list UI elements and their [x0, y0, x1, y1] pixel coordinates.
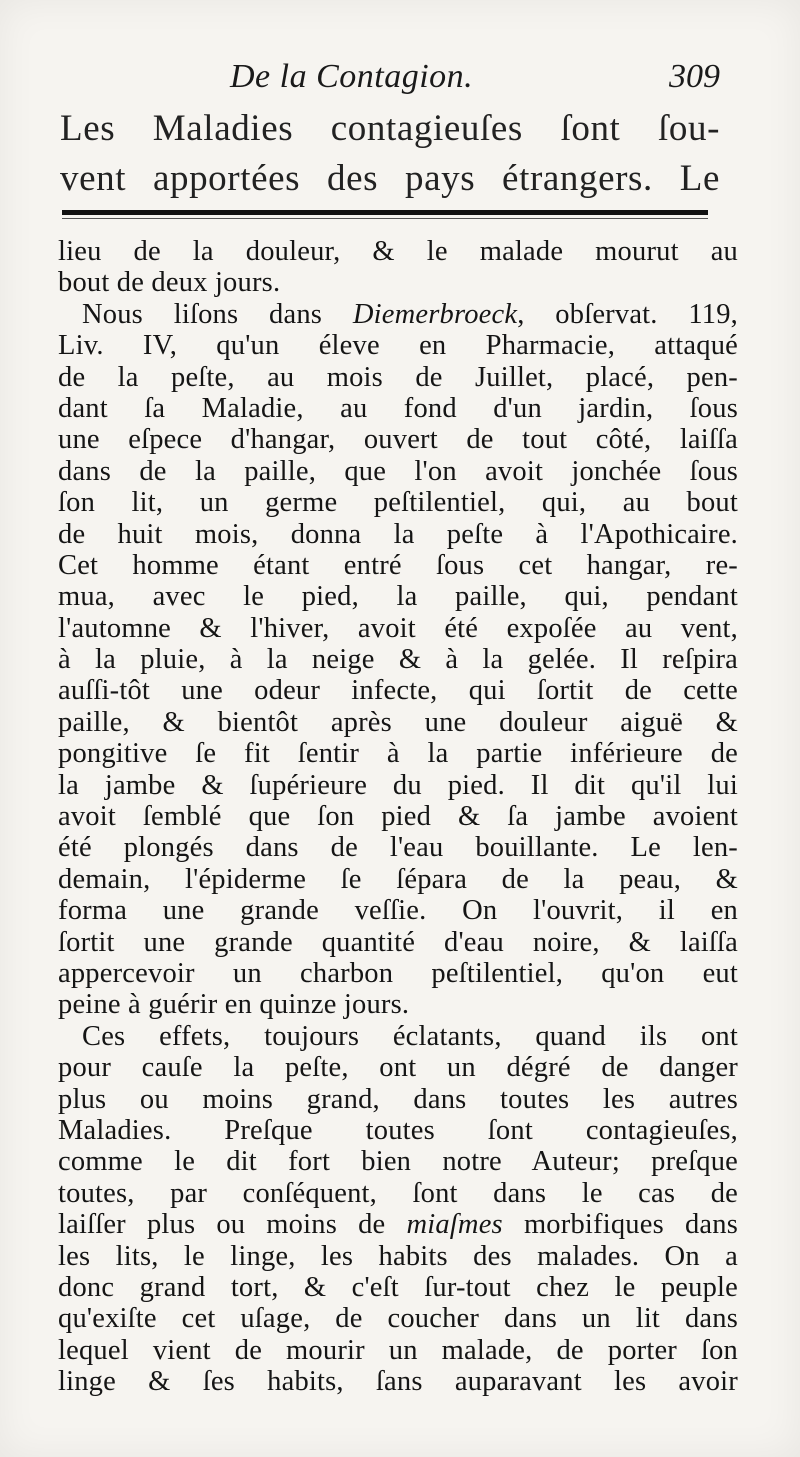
text-line: peine à guérir en quinze jours. — [58, 989, 410, 1021]
body-text — [58, 236, 738, 1397]
text-line: ſortit une grande quantité d'eau noire, & laiſſa — [58, 926, 738, 958]
text-line: la jambe & ſupérieure du pied. Il dit qu'il lui — [58, 769, 738, 801]
text-line: pour cauſe la peſte, ont un dégré de danger — [58, 1052, 738, 1084]
text-line: auſſi-tôt une odeur infecte, qui ſortit de cette — [58, 675, 738, 707]
italic-term: Diemerbroeck — [352, 298, 518, 330]
text-line: été plongés dans de l'eau bouillante. Le len- — [58, 832, 738, 864]
page-number: 309 — [669, 58, 720, 95]
text-segment: laiſſer plus ou moins de — [58, 1209, 407, 1241]
text-line: Cet homme étant entré ſous cet hangar, re- — [58, 549, 738, 581]
text-segment: , obſervat. 119, — [517, 298, 738, 330]
text-line: demain, l'épiderme ſe ſépara de la peau, & — [58, 863, 738, 895]
text-segment: Nous liſons dans — [82, 298, 353, 330]
text-line: avoit ſemblé que ſon pied & ſa jambe avoient — [58, 801, 738, 833]
text-line: plus ou moins grand, dans toutes les autres — [58, 1083, 738, 1115]
text-line: forma une grande veſſie. On l'ouvrit, il en — [58, 895, 738, 927]
text-line: comme le dit fort bien notre Auteur; preſque — [58, 1146, 738, 1178]
text-line: l'automne & l'hiver, avoit été expoſée au vent, — [58, 612, 738, 644]
italic-term: miaſmes — [406, 1209, 503, 1241]
show-through-line: vent apportées des pays étrangers. Le — [60, 158, 720, 199]
text-line: linge & ſes habits, ſans auparavant les avoir — [58, 1366, 738, 1398]
header-rule-thin — [62, 218, 708, 219]
text-line: les lits, le linge, les habits des malades. On a — [58, 1240, 738, 1272]
text-line — [58, 299, 738, 330]
text-line: donc grand tort, & c'eſt ſur-tout chez le peuple — [58, 1271, 738, 1303]
text-line: appercevoir un charbon peſtilentiel, qu'on eut — [58, 957, 738, 989]
show-through-line: Les Maladies contagieuſes ſont ſou- — [60, 108, 720, 149]
text-line — [58, 1209, 738, 1240]
text-line: dans de la paille, que l'on avoit jonchée ſous — [58, 455, 738, 487]
text-line: Maladies. Preſque toutes ſont contagieuſes, — [58, 1114, 738, 1146]
text-line: lieu de la douleur, & le malade mourut au — [58, 236, 738, 267]
text-line: à la pluie, à la neige & à la gelée. Il reſpira — [58, 644, 738, 676]
text-line: une eſpece d'hangar, ouvert de tout côté, laiſſa — [58, 424, 738, 456]
text-line: paille, & bientôt après une douleur aiguë & — [58, 706, 738, 738]
text-segment: morbifiques dans — [502, 1209, 738, 1241]
text-line: qu'exiſte cet uſage, de coucher dans un lit dans — [58, 1303, 738, 1335]
text-line: toutes, par conſéquent, ſont dans le cas de — [58, 1177, 738, 1209]
show-through-text — [60, 104, 720, 204]
text-line: lequel vient de mourir un malade, de porter ſon — [58, 1334, 738, 1366]
running-title: De la Contagion. — [230, 58, 474, 95]
page-header — [230, 58, 720, 102]
text-line: Ces effets, toujours éclatants, quand ils ont — [82, 1020, 738, 1052]
header-rule — [62, 210, 708, 215]
text-line: Liv. IV, qu'un éleve en Pharmacie, attaqué — [58, 330, 738, 362]
text-line: dant ſa Maladie, au fond d'un jardin, ſous — [58, 392, 738, 424]
text-line: ſon lit, un germe peſtilentiel, qui, au bout — [58, 487, 738, 519]
text-line: pongitive ſe fit ſentir à la partie inférieure de — [58, 738, 738, 770]
text-line: de la peſte, au mois de Juillet, placé, pen- — [58, 361, 738, 393]
text-line: bout de deux jours. — [58, 267, 281, 299]
text-line: de huit mois, donna la peſte à l'Apothicaire. — [58, 518, 738, 550]
text-line: mua, avec le pied, la paille, qui, pendant — [58, 581, 738, 613]
